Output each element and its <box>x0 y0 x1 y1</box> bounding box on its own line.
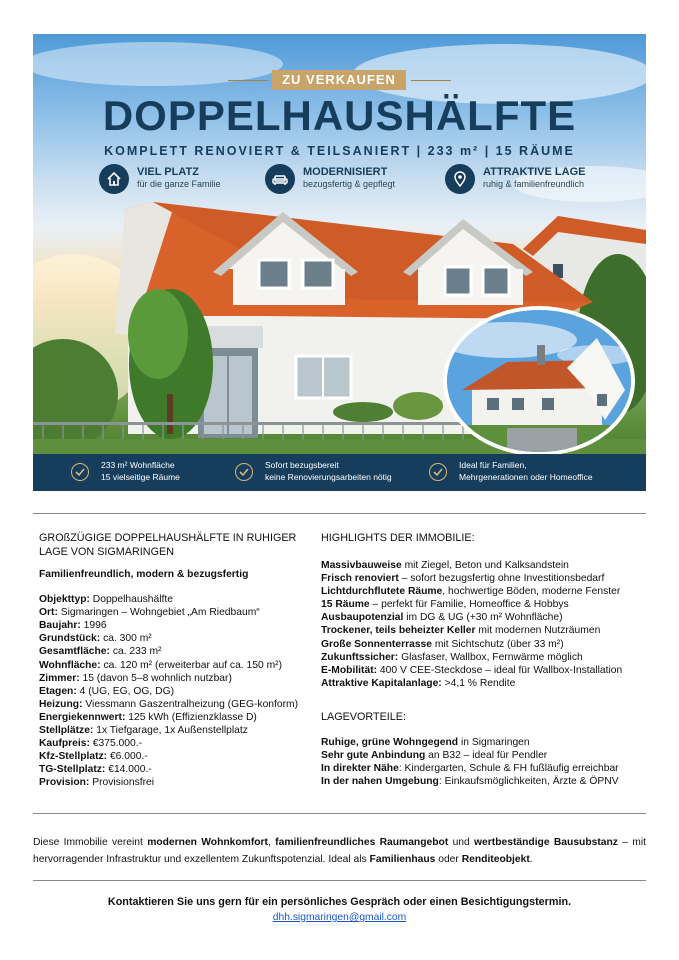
highlight-row-label: Lichtdurchflutete Räume <box>321 586 443 598</box>
highlight-row-label: Attraktive Kapitalanlage: <box>321 677 442 689</box>
fact-row <box>39 685 314 698</box>
highlight-row <box>321 677 641 690</box>
highlight-row-label: Frisch renoviert <box>321 573 399 585</box>
fact-row <box>39 750 314 763</box>
feature-title: MODERNISIERT <box>303 166 388 178</box>
highlight-row-label: Massivbauweise <box>321 560 402 571</box>
highlight-row-value: Glasfaser, Wallbox, Fernwärme möglich <box>398 651 583 663</box>
hero-banner <box>33 34 646 491</box>
badge-rule-right <box>411 80 451 81</box>
fact-row-value: 15 (davon 5–8 wohnlich nutzbar) <box>79 672 232 684</box>
highlight-row-label: Trockener, teils beheizter Keller <box>321 625 476 637</box>
fact-row <box>39 737 314 750</box>
highlight-row-label: Zukunftssicher: <box>321 651 399 663</box>
fact-row-value: Viessmann Gaszentralheizung (GEG-konform) <box>82 698 299 710</box>
fact-row-value: Provisionsfrei <box>89 777 155 789</box>
divider <box>33 513 646 514</box>
highlight-row-value: 400 V CEE-Steckdose – ideal für Wallbox-Installation <box>377 664 623 676</box>
location-heading: LAGEVORTEILE: <box>321 710 407 723</box>
feature-title: ATTRAKTIVE LAGE <box>483 166 586 178</box>
highlight-row-value: im DG & UG (+30 m² Wohnfläche) <box>403 612 563 624</box>
hero-title: DOPPELHAUSHÄLFTE <box>102 92 577 139</box>
left-column <box>39 531 314 790</box>
fact-row-label: Kaufpreis: <box>39 738 90 750</box>
house-icon <box>99 164 129 194</box>
highlight-row <box>321 585 641 598</box>
fact-row-label: Zimmer: <box>39 672 80 684</box>
fact-row <box>39 593 314 606</box>
summary-paragraph: Diese Immobilie vereint modernen Wohnkomfort, familienfreundliches Raumangebot und wertbeständige Bausubstanz – mit hervorragender Infrastruktur und exzellentem Zukunftspotenzial. Ideal als Familienhaus oder Renditeobjekt. <box>33 837 646 865</box>
feature-text: für die ganze Familie <box>137 179 221 189</box>
fact-row <box>39 619 314 632</box>
highlight-row <box>321 598 641 611</box>
bar-item-line1: Sofort bezugsbereit <box>265 460 339 470</box>
location-row-value: in Sigmaringen <box>458 736 530 748</box>
highlight-row-label: Große Sonnenterrasse <box>321 638 433 650</box>
location-row-label: In der nahen Umgebung <box>321 776 439 788</box>
highlight-row <box>321 559 641 572</box>
fact-row-label: Gesamtfläche: <box>39 646 110 658</box>
location-row-value: : Kindergarten, Schule & FH fußläufig erreichbar <box>398 763 619 775</box>
highlights-heading: HIGHLIGHTS DER IMMOBILIE: <box>321 532 475 544</box>
fact-row <box>39 632 314 645</box>
location-pin-icon <box>445 164 475 194</box>
bar-item-line1: 233 m² Wohnfläche <box>101 460 175 470</box>
fact-row-label: Etagen: <box>39 685 77 697</box>
location-row-value: : Einkaufsmöglichkeiten, Ärzte & ÖPNV <box>438 776 619 788</box>
fact-row-value: 4 (UG, EG, OG, DG) <box>76 685 175 697</box>
fact-row <box>39 659 314 672</box>
fact-row <box>39 698 314 711</box>
location-row-label: Sehr gute Anbindung <box>321 750 426 762</box>
highlight-row-label: Ausbaupotenzial <box>321 612 404 624</box>
fact-row-value: ca. 120 m² (erweiterbar auf ca. 150 m²) <box>100 659 283 671</box>
highlight-row-label: E-Mobilität: <box>321 664 378 676</box>
fact-row-value: 1x Tiefgarage, 1x Außenstellplatz <box>93 725 248 737</box>
fact-row-value: 125 kWh (Effizienzklasse D) <box>125 711 257 723</box>
location-row <box>321 736 641 749</box>
contact-text: Kontaktieren Sie uns gern für ein persönliches Gespräch oder einen Besichtigungstermin. <box>107 896 572 908</box>
highlight-row-value: >4,1 % Rendite <box>441 677 516 689</box>
fact-row-value: Doppelhaushälfte <box>89 594 173 606</box>
bar-item-line2: Mehrgenerationen oder Homeoffice <box>459 472 593 482</box>
sofa-icon <box>265 164 295 194</box>
fact-row-value: €375.000.- <box>89 738 143 750</box>
bar-item-line2: 15 vielseitige Räume <box>101 472 180 482</box>
left-heading: GROßZÜGIGE DOPPELHAUSHÄLFTE IN RUHIGER <box>39 532 297 544</box>
location-row <box>321 749 641 762</box>
location-row <box>321 775 641 788</box>
fact-row <box>39 711 314 724</box>
highlight-row-value: mit Ziegel, Beton und Kalksandstein <box>401 560 569 571</box>
highlight-row <box>321 638 641 651</box>
fact-row-label: Baujahr: <box>39 620 81 632</box>
badge-rule-left <box>228 80 268 81</box>
fact-row-label: Energiekennwert: <box>39 711 126 723</box>
fact-row <box>39 672 314 685</box>
fact-row <box>39 606 314 619</box>
fact-row-label: Ort: <box>39 607 58 619</box>
highlight-row <box>321 624 641 637</box>
for-sale-badge: ZU VERKAUFEN <box>272 70 406 90</box>
fact-row-value: ca. 300 m² <box>100 633 152 645</box>
feature-text: bezugsfertig & gepflegt <box>303 179 396 189</box>
location-row <box>321 762 641 775</box>
right-column <box>321 531 641 788</box>
fact-row-value: €14.000.- <box>105 764 152 776</box>
bar-item-line1: Ideal für Familien, <box>459 460 527 470</box>
highlight-row-value: mit Sichtschutz (über 33 m²) <box>432 638 564 650</box>
fact-row <box>39 645 314 658</box>
fact-row <box>39 724 314 737</box>
highlight-row <box>321 664 641 677</box>
check-circle-icon <box>235 463 253 481</box>
location-row-value: an B32 – ideal für Pendler <box>425 750 548 762</box>
divider <box>33 813 646 814</box>
fact-row-label: Heizung: <box>39 698 83 710</box>
email-link[interactable]: dhh.sigmaringen@gmail.com <box>272 912 407 923</box>
fact-row-label: Objekttyp: <box>39 594 90 606</box>
highlight-row-value: , hochwertige Böden, moderne Fenster <box>442 586 621 598</box>
fact-row-label: Kfz-Stellplatz: <box>39 751 108 763</box>
highlight-row-value: – perfekt für Familie, Homeoffice & Hobbys <box>369 599 569 611</box>
hero-highlights-bar <box>33 454 646 491</box>
left-heading: LAGE VON SIGMARINGEN <box>39 546 174 558</box>
feature-text: ruhig & familienfreundlich <box>483 179 585 189</box>
bar-item-line2: keine Renovierungsarbeiten nötig <box>265 472 392 482</box>
check-circle-icon <box>429 463 447 481</box>
location-row-label: In direkter Nähe <box>321 763 399 775</box>
hero-subtitle: KOMPLETT RENOVIERT & TEILSANIERT | 233 m² | 15 RÄUME <box>104 144 575 158</box>
highlight-row <box>321 611 641 624</box>
fact-row-value: €6.000.- <box>107 751 148 763</box>
fact-row-value: ca. 233 m² <box>109 646 162 658</box>
inset-house-photo <box>443 306 635 456</box>
fact-row-value: Sigmaringen – Wohngebiet „Am Riedbaum“ <box>57 607 260 619</box>
highlight-row-label: 15 Räume <box>321 599 370 611</box>
fact-row-label: Stellplätze: <box>39 725 94 737</box>
fact-row <box>39 776 314 789</box>
divider <box>33 880 646 881</box>
check-circle-icon <box>71 463 89 481</box>
fact-row-label: TG-Stellplatz: <box>39 764 106 776</box>
fact-row-label: Provision: <box>39 777 90 789</box>
highlight-row-value: mit modernen Nutzräumen <box>475 625 601 637</box>
fact-row <box>39 763 314 776</box>
highlight-row <box>321 651 641 664</box>
fact-row-label: Grundstück: <box>39 633 101 645</box>
fact-row-value: 1996 <box>80 620 107 632</box>
location-row-label: Ruhige, grüne Wohngegend <box>321 736 459 748</box>
fact-row-label: Wohnfläche: <box>39 659 101 671</box>
highlight-row <box>321 572 641 585</box>
feature-title: VIEL PLATZ <box>137 166 199 178</box>
tagline: Familienfreundlich, modern & bezugsfertig <box>39 569 249 580</box>
highlight-row-value: – sofort bezugsfertig ohne Investitionsbedarf <box>398 573 605 585</box>
